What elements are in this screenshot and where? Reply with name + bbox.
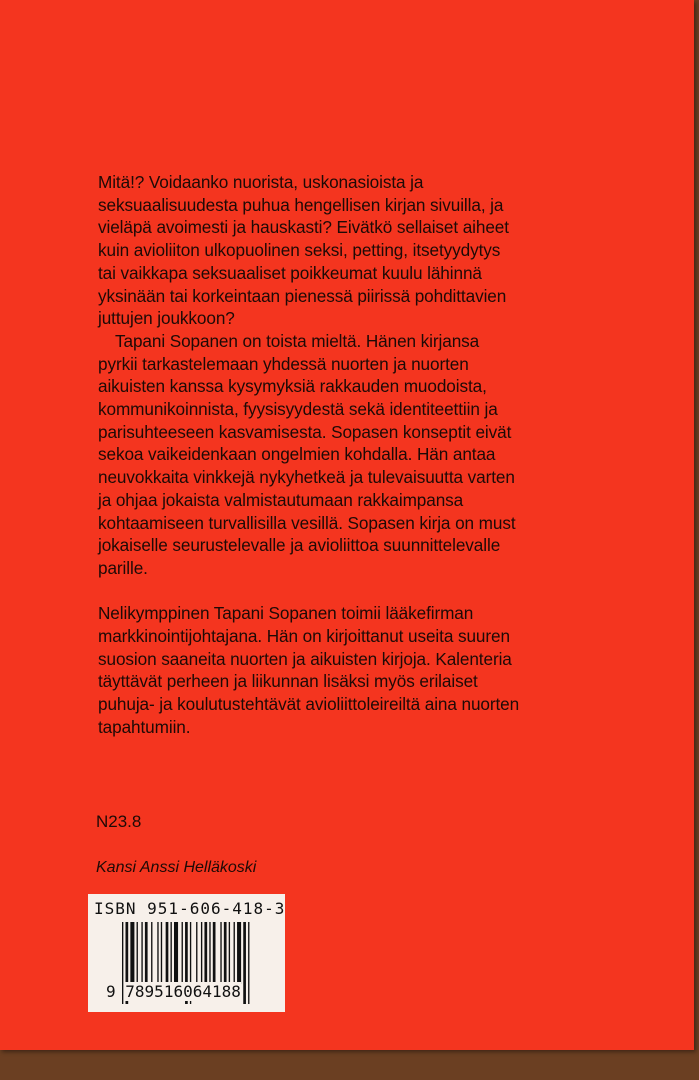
blurb-line: juttujen joukkoon?	[98, 308, 235, 329]
blurb-line: jokaiselle seurustelevalle ja avioliittoa suunnittelevalle	[98, 535, 501, 556]
barcode-bar	[237, 922, 241, 984]
blurb-line: neuvokkaita vinkkejä nykyhetkeä ja tulevaisuutta varten	[98, 467, 515, 488]
blurb-line: aikuisten kanssa kysymyksiä rakkauden muodoista,	[98, 376, 487, 397]
barcode-bar	[213, 922, 216, 984]
blurb-line: seksuaalisuudesta puhua hengellisen kirjan sivuilla, ja	[98, 194, 504, 215]
barcode-bar	[204, 922, 207, 984]
author-bio-line: markkinointijohtajana. Hän on kirjoittanut useita suuren	[98, 626, 510, 647]
barcode-bar	[229, 922, 230, 984]
barcode-bar	[137, 922, 138, 984]
isbn-barcode	[88, 894, 285, 1012]
isbn-label: ISBN 951-606-418-3	[94, 899, 286, 918]
blurb-line: ja ohjaa jokaista valmistautumaan rakkaimpansa	[98, 489, 464, 510]
barcode-bar	[248, 922, 249, 1004]
barcode-bar	[151, 922, 152, 984]
blurb-line: yksinään tai korkeintaan pienessä piirissä pohdittavien	[98, 285, 507, 306]
blurb-line: parisuhteeseen kasvamisesta. Sopasen konseptit eivät	[98, 421, 512, 442]
barcode-bar	[196, 922, 197, 984]
blurb-line: kuin avioliiton ulkopuolinen seksi, petting, itsetyydytys	[98, 240, 501, 261]
blurb-line: kommunikoinnista, fyysisyydestä sekä identiteettiin ja	[98, 399, 498, 420]
author-bio-line: täyttävät perheen ja liikunnan lisäksi myös erilaiset	[98, 671, 478, 692]
barcode-bar	[171, 922, 172, 984]
barcode-bar	[157, 922, 158, 984]
blurb-line: Tapani Sopanen on toista mieltä. Hänen kirjansa	[115, 330, 480, 351]
barcode-bar	[209, 922, 210, 984]
classification-code: N23.8	[96, 812, 142, 831]
barcode-bar	[174, 922, 178, 984]
author-bio-line: Nelikymppinen Tapani Sopanen toimii lääkefirman	[98, 603, 474, 624]
barcode-bar	[145, 922, 148, 984]
blurb-line: vieläpä avoimesti ja hauskasti? Eivätkö sellaiset aiheet	[98, 217, 509, 238]
ean-number	[106, 982, 241, 1001]
barcode-bar	[141, 922, 142, 984]
blurb-text	[98, 171, 519, 739]
blurb-line: sekoa vaikeidenkaan ongelmien kohdalla. Hän antaa	[98, 444, 496, 465]
blurb-line: parille.	[98, 557, 148, 578]
blurb-line: tai vaikkapa seksuaaliset poikkeumat kuulu lähinnä	[98, 262, 482, 283]
barcode-bar	[130, 922, 134, 984]
cover-credit: Kansi Anssi Helläkoski	[96, 859, 257, 876]
barcode-bar	[224, 922, 227, 984]
blurb-line: pyrkii tarkastelemaan yhdessä nuorten ja nuorten	[98, 353, 469, 374]
barcode-bar	[161, 922, 162, 984]
blurb-line: kohtaamiseen turvallisilla vesillä. Sopasen kirja on must	[98, 512, 516, 533]
barcode-bar	[234, 922, 235, 984]
ean-digits: 789516064188	[125, 982, 241, 1001]
author-bio-line: tapahtumiin.	[98, 716, 191, 737]
blurb-line: Mitä!? Voidaanko nuorista, uskonasioista ja	[98, 172, 424, 192]
author-bio-line: suosion saaneita nuorten ja aikuisten kirjoja. Kalenteria	[98, 648, 512, 669]
barcode-bar	[182, 922, 183, 984]
ean-first-digit: 9	[106, 982, 116, 1001]
barcode-bar	[201, 922, 202, 984]
author-bio-line: puhuja- ja koulutustehtävät avioliittoleireiltä aina nuorten	[98, 694, 520, 715]
barcode-bar	[220, 922, 221, 984]
barcode-bar	[166, 922, 169, 984]
barcode-bar	[243, 922, 246, 1004]
